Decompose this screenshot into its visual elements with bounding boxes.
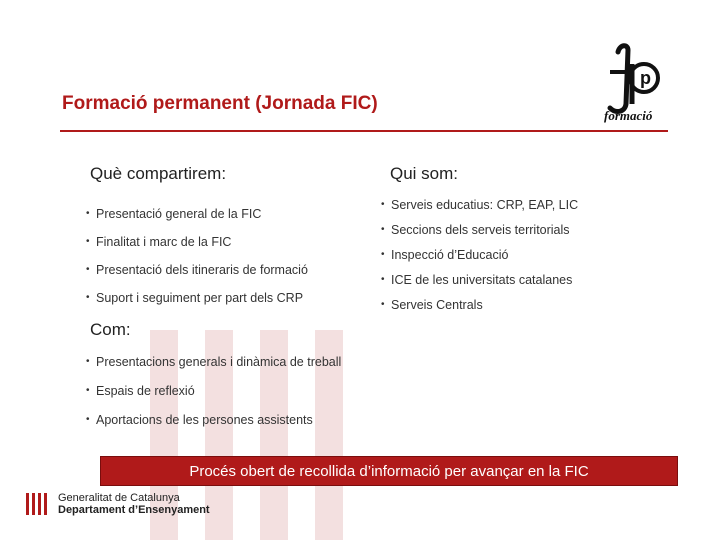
com-list bbox=[86, 354, 346, 441]
footer-institution bbox=[58, 492, 210, 516]
summary-banner: Procés obert de recollida d’informació per avançar en la FIC bbox=[100, 456, 678, 486]
com-heading: Com: bbox=[90, 320, 131, 339]
list-item: • Espais de reflexió bbox=[86, 383, 346, 399]
svg-text:p: p bbox=[640, 68, 651, 88]
footer-line-1: Generalitat de Catalunya bbox=[58, 492, 180, 504]
right-heading: Qui som: bbox=[390, 164, 459, 183]
list-item: • Serveis Centrals bbox=[381, 297, 671, 313]
list-item: • Inspecció d’Educació bbox=[381, 247, 671, 263]
left-heading: Què compartirem: bbox=[90, 164, 227, 183]
list-item: • Seccions dels serveis territorials bbox=[381, 222, 671, 238]
title-divider bbox=[60, 130, 668, 132]
list-item: • Finalitat i marc de la FIC bbox=[86, 234, 356, 250]
list-item: • Presentació general de la FIC bbox=[86, 206, 356, 222]
list-item: • Presentacions generals i dinàmica de treball bbox=[86, 354, 346, 370]
left-list bbox=[86, 206, 356, 318]
right-list bbox=[381, 197, 671, 322]
footer-line-2: Departament d’Ensenyament bbox=[58, 504, 210, 516]
list-item: • ICE de les universitats catalanes bbox=[381, 272, 671, 288]
list-item: • Presentació dels itineraris de formació bbox=[86, 262, 356, 278]
generalitat-stripes-icon bbox=[24, 491, 50, 517]
list-item: • Aportacions de les persones assistents bbox=[86, 412, 346, 428]
list-item: • Suport i seguiment per part dels CRP bbox=[86, 290, 356, 306]
slide-title: Formació permanent (Jornada FIC) bbox=[62, 93, 378, 114]
logo-text: formació bbox=[604, 108, 653, 123]
list-item: • Serveis educatius: CRP, EAP, LIC bbox=[381, 197, 671, 213]
